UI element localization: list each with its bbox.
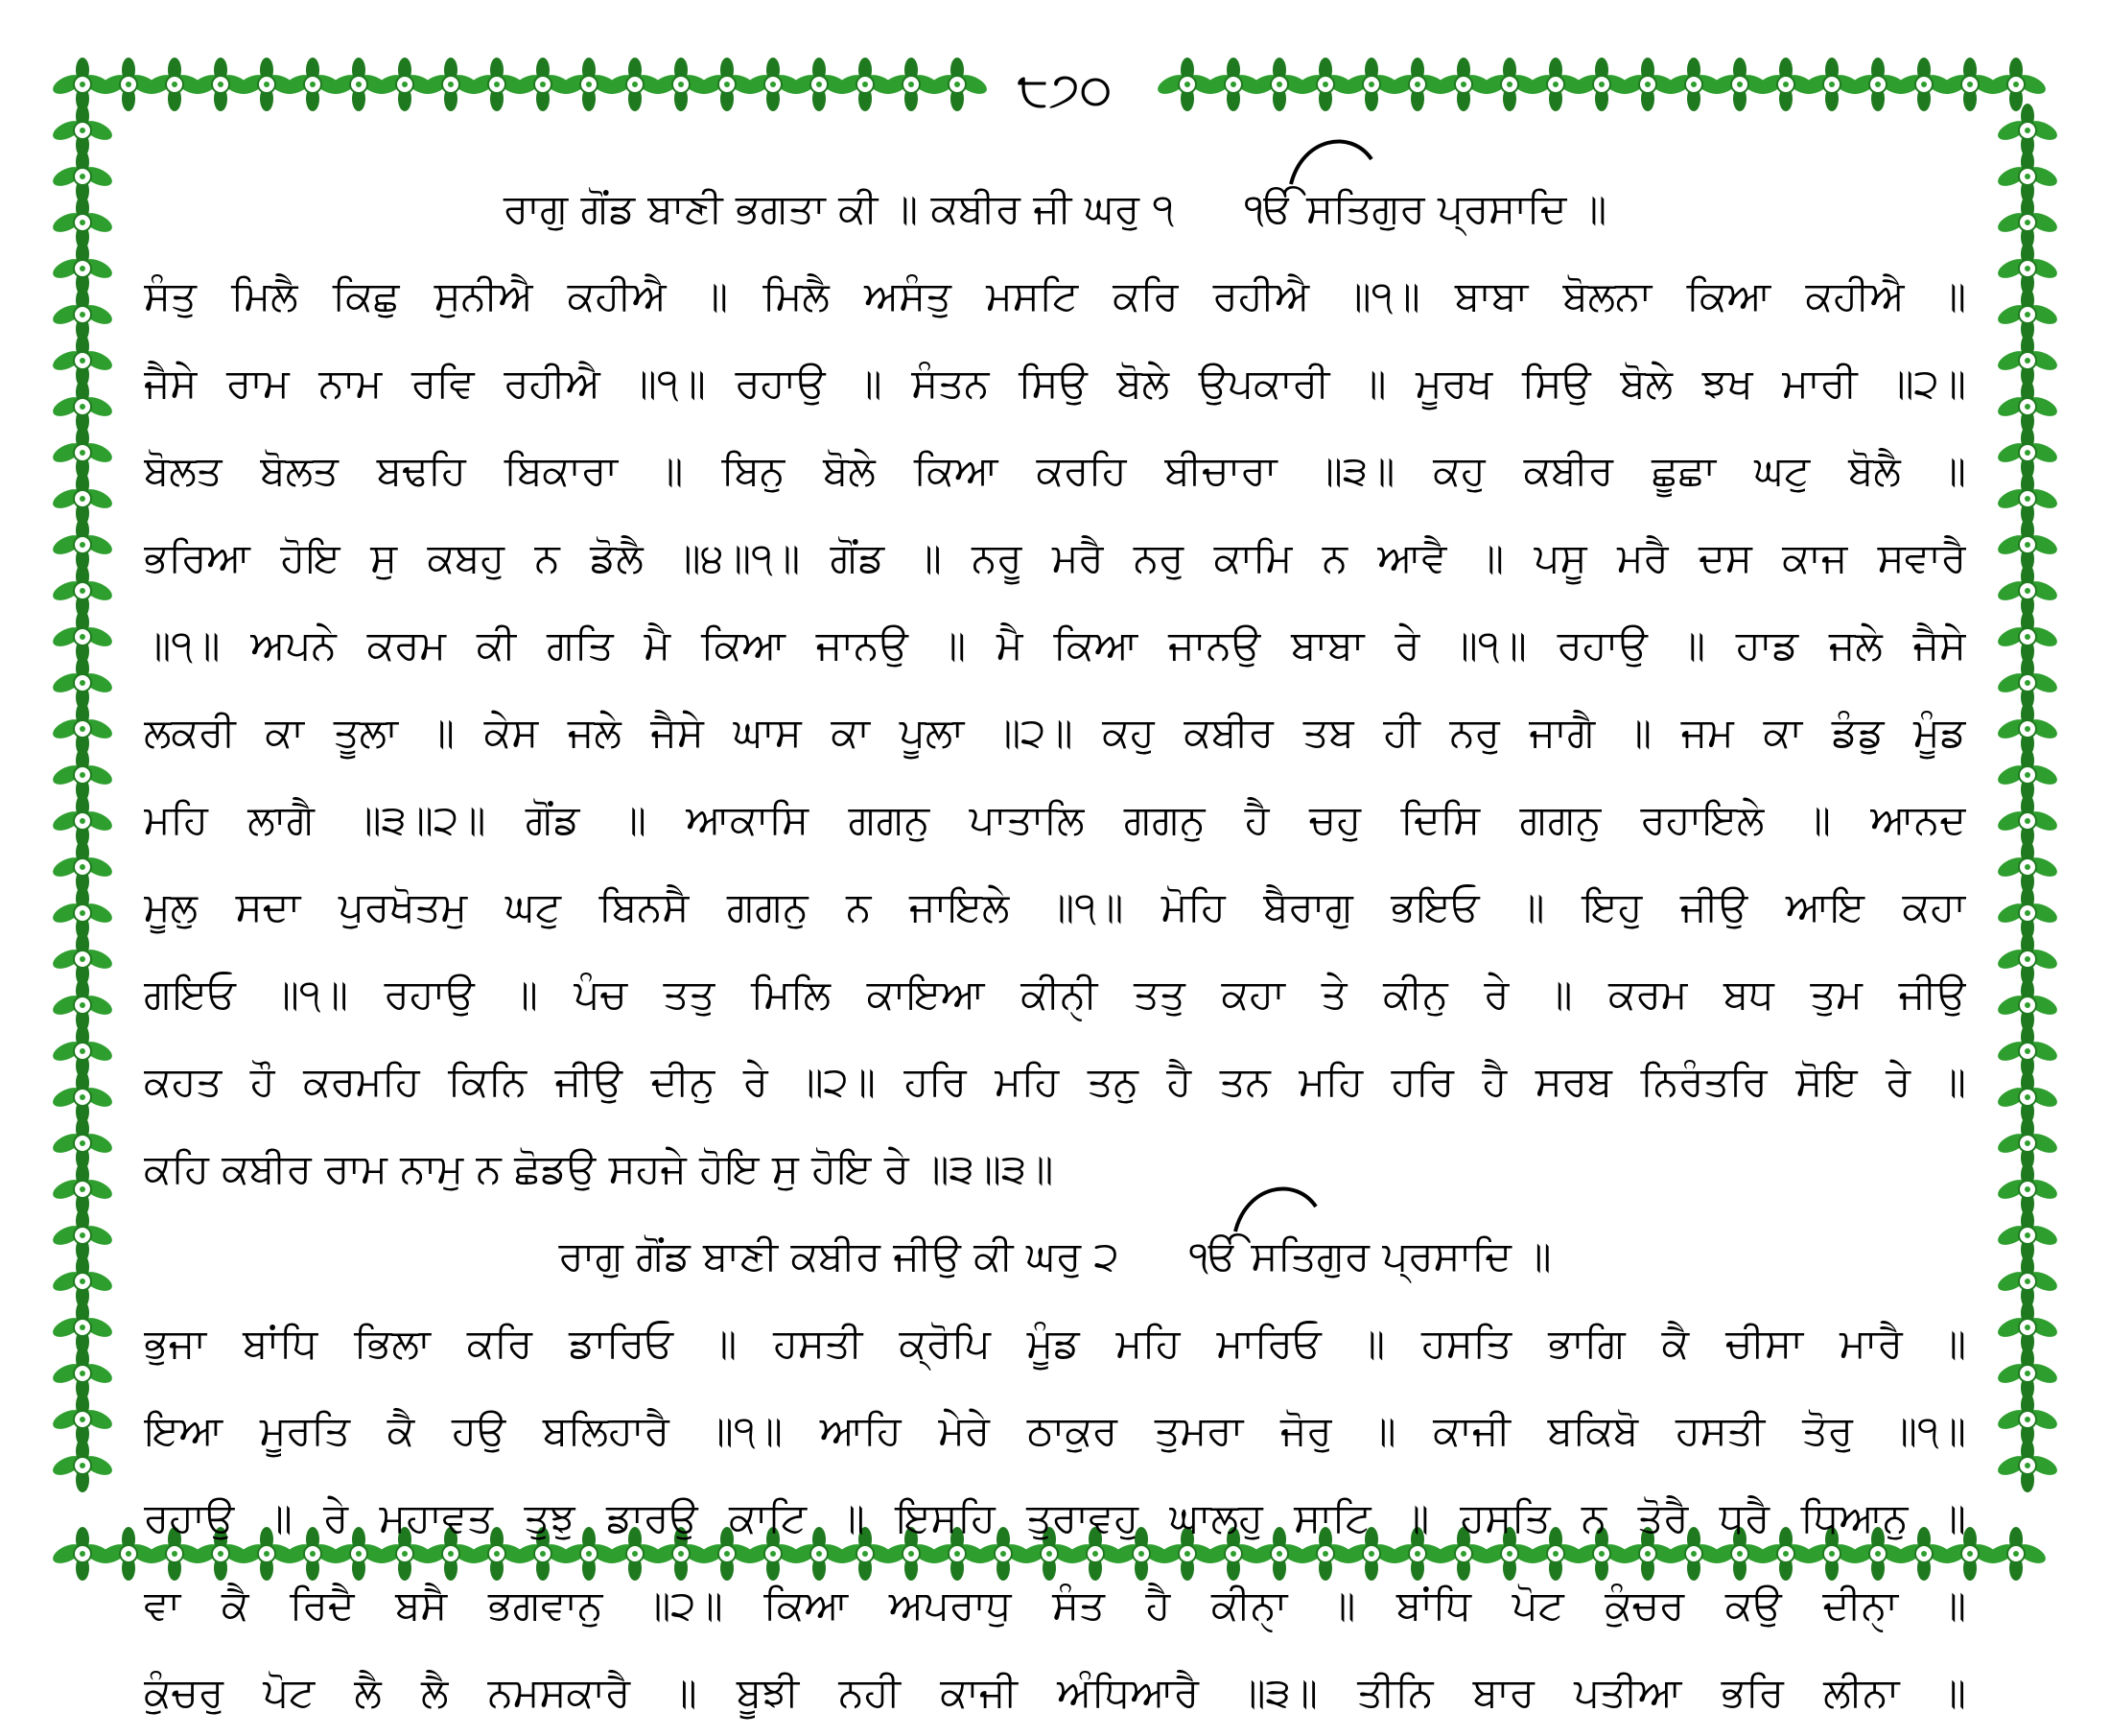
text-line: ਕੁੰਚਰੁ ਪੋਟ ਲੈ ਲੈ ਨਮਸਕਾਰੈ ॥ ਬੂਝੀ ਨਹੀ ਕਾਜੀ ਅੰਧਿਆਰੈ ॥੩॥ ਤੀਨਿ ਬਾਰ ਪਤੀਆ ਭਰਿ ਲੀਨਾ ॥: [144, 1669, 1966, 1716]
flower-leaf-icon: [1995, 334, 2060, 387]
ek-onkar-arc-icon: [1283, 129, 1379, 186]
text-line: ਗਇਓ ॥੧॥ ਰਹਾਉ ॥ ਪੰਚ ਤਤੁ ਮਿਲਿ ਕਾਇਆ ਕੀਨੑੀ ਤਤੁ ਕਹਾ ਤੇ ਕੀਨੁ ਰੇ ॥ ਕਰਮ ਬਧ ਤੁਮ ਜੀਉ: [144, 971, 1966, 1018]
flower-leaf-icon: [1995, 1439, 2060, 1492]
flower-leaf-icon: [1995, 196, 2060, 249]
text-line: ਭੁਜਾ ਬਾਂਧਿ ਭਿਲਾ ਕਰਿ ਡਾਰਿਓ ॥ ਹਸਤੀ ਕ੍ਰੋਪਿ ਮੂੰਡ ਮਹਿ ਮਾਰਿਓ ॥ ਹਸਤਿ ਭਾਗਿ ਕੈ ਚੀਸਾ ਮਾਰੈ ॥: [144, 1320, 1966, 1367]
flower-leaf-icon: [50, 886, 115, 940]
flower-leaf-icon: [50, 196, 115, 249]
mool-mantar-heading: [1189, 1212, 1552, 1300]
flower-leaf-icon: [1995, 150, 2060, 203]
flower-leaf-icon: [50, 1439, 115, 1492]
flower-leaf-icon: [50, 610, 115, 664]
text-line: ਰਹਾਉ ॥ ਰੇ ਮਹਾਵਤ ਤੁਝੁ ਡਾਰਉ ਕਾਟਿ ॥ ਇਸਹਿ ਤੁਰਾਵਹੁ ਘਾਲਹੁ ਸਾਟਿ ॥ ਹਸਤਿ ਨ ਤੋਰੈ ਧਰੈ ਧਿਆਨੁ ॥: [144, 1494, 1966, 1541]
flower-leaf-icon: [1995, 1208, 2060, 1262]
mool-mantar-heading: [1245, 165, 1607, 252]
mool-mantar-text: ੴ ਸਤਿਗੁਰ ਪ੍ਰਸਾਦਿ ॥: [1188, 1232, 1552, 1279]
flower-leaf-icon: [1995, 794, 2060, 848]
flower-leaf-icon: [1995, 104, 2060, 157]
flower-leaf-icon: [50, 932, 115, 986]
flower-leaf-icon: [1995, 932, 2060, 986]
flower-leaf-icon: [1995, 1301, 2060, 1354]
flower-leaf-icon: [1995, 978, 2060, 1032]
flower-leaf-icon: [50, 840, 115, 894]
flower-leaf-icon: [1995, 840, 2060, 894]
flower-leaf-icon: [50, 334, 115, 387]
flower-leaf-icon: [50, 288, 115, 341]
flower-leaf-icon: [50, 1347, 115, 1400]
text-line: ਬੋਲਤ ਬੋਲਤ ਬਢਹਿ ਬਿਕਾਰਾ ॥ ਬਿਨੁ ਬੋਲੇ ਕਿਆ ਕਰਹਿ ਬੀਚਾਰਾ ॥੩॥ ਕਹੁ ਕਬੀਰ ਛੂਛਾ ਘਟੁ ਬੋਲੈ ॥: [144, 447, 1966, 494]
raag-heading: ਰਾਗੁ ਗੋਂਡ ਬਾਣੀ ਕਬੀਰ ਜੀਉ ਕੀ ਘਰੁ ੨: [558, 1232, 1119, 1279]
text-line: ਜੈਸੇ ਰਾਮ ਨਾਮ ਰਵਿ ਰਹੀਐ ॥੧॥ ਰਹਾਉ ॥ ਸੰਤਨ ਸਿਉ ਬੋਲੇ ਉਪਕਾਰੀ ॥ ਮੂਰਖ ਸਿਉ ਬੋਲੇ ਝਖ ਮਾਰੀ ॥੨॥: [144, 360, 1966, 407]
flower-leaf-icon: [1983, 1527, 2049, 1581]
flower-leaf-icon: [1995, 1116, 2060, 1170]
flower-leaf-icon: [1995, 472, 2060, 526]
flower-leaf-icon: [50, 702, 115, 756]
shabad-heading-1: [144, 165, 1966, 252]
text-line: ॥੧॥ ਅਪਨੇ ਕਰਮ ਕੀ ਗਤਿ ਮੈ ਕਿਆ ਜਾਨਉ ॥ ਮੈ ਕਿਆ ਜਾਨਉ ਬਾਬਾ ਰੇ ॥੧॥ ਰਹਾਉ ॥ ਹਾਡ ਜਲੇ ਜੈਸੇ: [144, 622, 1966, 669]
flower-leaf-icon: [1995, 1162, 2060, 1216]
flower-leaf-icon: [1995, 518, 2060, 572]
flower-leaf-icon: [50, 1024, 115, 1078]
flower-leaf-icon: [1995, 242, 2060, 295]
flower-leaf-icon: [50, 380, 115, 434]
flower-leaf-icon: [50, 564, 115, 618]
flower-leaf-icon: [1995, 886, 2060, 940]
text-line: ਕਹਿ ਕਬੀਰ ਰਾਮ ਨਾਮੁ ਨ ਛੋਡਉ ਸਹਜੇ ਹੋਇ ਸੁ ਹੋਇ ਰੇ ॥੩॥੩॥: [144, 1145, 1054, 1192]
flower-leaf-icon: [1995, 1070, 2060, 1124]
flower-leaf-icon: [50, 518, 115, 572]
text-line: ਮਹਿ ਲਾਗੈ ॥੩॥੨॥ ਗੋਂਡ ॥ ਆਕਾਸਿ ਗਗਨੁ ਪਾਤਾਲਿ ਗਗਨੁ ਹੈ ਚਹੁ ਦਿਸਿ ਗਗਨੁ ਰਹਾਇਲੇ ॥ ਆਨਦ: [144, 796, 1966, 843]
mool-mantar-text: ੴ ਸਤਿਗੁਰ ਪ੍ਰਸਾਦਿ ॥: [1244, 185, 1607, 232]
text-line: ਭਰਿਆ ਹੋਇ ਸੁ ਕਬਹੁ ਨ ਡੋਲੈ ॥੪॥੧॥ ਗੋਂਡ ॥ ਨਰੂ ਮਰੈ ਨਰੁ ਕਾਮਿ ਨ ਆਵੈ ॥ ਪਸੂ ਮਰੈ ਦਸ ਕਾਜ ਸਵਾਰੈ: [144, 534, 1966, 581]
flower-leaf-icon: [50, 1070, 115, 1124]
flower-leaf-icon: [1995, 702, 2060, 756]
flower-leaf-icon: [50, 242, 115, 295]
flower-leaf-icon: [50, 1162, 115, 1216]
flower-leaf-icon: [1995, 288, 2060, 341]
page-number: ੮੭੦: [997, 56, 1132, 123]
raag-heading: ਰਾਗੁ ਗੋਂਡ ਬਾਣੀ ਭਗਤਾ ਕੀ ॥ ਕਬੀਰ ਜੀ ਘਰੁ ੧: [503, 185, 1175, 232]
scripture-text: [144, 165, 1966, 1736]
flower-leaf-icon: [1983, 58, 2049, 111]
flower-leaf-icon: [50, 1116, 115, 1170]
text-line: ਇਆ ਮੂਰਤਿ ਕੈ ਹਉ ਬਲਿਹਾਰੈ ॥੧॥ ਆਹਿ ਮੇਰੇ ਠਾਕੁਰ ਤੁਮਰਾ ਜੋਰੁ ॥ ਕਾਜੀ ਬਕਿਬੋ ਹਸਤੀ ਤੋਰੁ ॥੧॥: [144, 1407, 1966, 1454]
flower-leaf-icon: [1995, 1255, 2060, 1308]
shabad-heading-2: [144, 1212, 1966, 1300]
flower-leaf-icon: [1995, 748, 2060, 802]
flower-leaf-icon: [925, 58, 990, 111]
flower-leaf-icon: [50, 472, 115, 526]
text-line: ਕਹਤ ਹੌ ਕਰਮਹਿ ਕਿਨਿ ਜੀਉ ਦੀਨੁ ਰੇ ॥੨॥ ਹਰਿ ਮਹਿ ਤਨੁ ਹੈ ਤਨ ਮਹਿ ਹਰਿ ਹੈ ਸਰਬ ਨਿਰੰਤਰਿ ਸੋਇ ਰੇ ॥: [144, 1058, 1966, 1105]
flower-leaf-icon: [50, 104, 115, 157]
text-line: ਸੰਤੁ ਮਿਲੈ ਕਿਛੁ ਸੁਨੀਐ ਕਹੀਐ ॥ ਮਿਲੈ ਅਸੰਤੁ ਮਸਟਿ ਕਰਿ ਰਹੀਐ ॥੧॥ ਬਾਬਾ ਬੋਲਨਾ ਕਿਆ ਕਹੀਐ ॥: [144, 272, 1966, 319]
text-line: ਵਾ ਕੈ ਰਿਦੈ ਬਸੈ ਭਗਵਾਨੁ ॥੨॥ ਕਿਆ ਅਪਰਾਧੁ ਸੰਤ ਹੈ ਕੀਨੑਾ ॥ ਬਾਂਧਿ ਪੋਟ ਕੁੰਚਰ ਕਉ ਦੀਨੑਾ ॥: [144, 1582, 1966, 1629]
text-line: ਲਕਰੀ ਕਾ ਤੂਲਾ ॥ ਕੇਸ ਜਲੇ ਜੈਸੇ ਘਾਸ ਕਾ ਪੂਲਾ ॥੨॥ ਕਹੁ ਕਬੀਰ ਤਬ ਹੀ ਨਰੁ ਜਾਗੈ ॥ ਜਮ ਕਾ ਡੰਡੁ ਮੂੰਡ: [144, 709, 1966, 756]
text-line: ਮੂਲੁ ਸਦਾ ਪੁਰਖੋਤਮੁ ਘਟੁ ਬਿਨਸੈ ਗਗਨੁ ਨ ਜਾਇਲੇ ॥੧॥ ਮੋਹਿ ਬੈਰਾਗੁ ਭਇਓ ॥ ਇਹੁ ਜੀਉ ਆਇ ਕਹਾ: [144, 883, 1966, 930]
flower-leaf-icon: [1995, 1347, 2060, 1400]
flower-leaf-icon: [50, 1208, 115, 1262]
flower-leaf-icon: [50, 978, 115, 1032]
flower-leaf-icon: [1995, 1024, 2060, 1078]
ek-onkar-arc-icon: [1228, 1176, 1324, 1233]
flower-leaf-icon: [50, 1301, 115, 1354]
flower-leaf-icon: [50, 150, 115, 203]
flower-leaf-icon: [1995, 656, 2060, 710]
flower-leaf-icon: [50, 1393, 115, 1446]
flower-leaf-icon: [50, 426, 115, 480]
flower-leaf-icon: [1995, 426, 2060, 480]
flower-leaf-icon: [50, 1255, 115, 1308]
flower-leaf-icon: [50, 748, 115, 802]
flower-leaf-icon: [1995, 380, 2060, 434]
flower-leaf-icon: [1995, 610, 2060, 664]
flower-leaf-icon: [1995, 1393, 2060, 1446]
flower-leaf-icon: [1995, 564, 2060, 618]
flower-leaf-icon: [50, 656, 115, 710]
flower-leaf-icon: [50, 794, 115, 848]
